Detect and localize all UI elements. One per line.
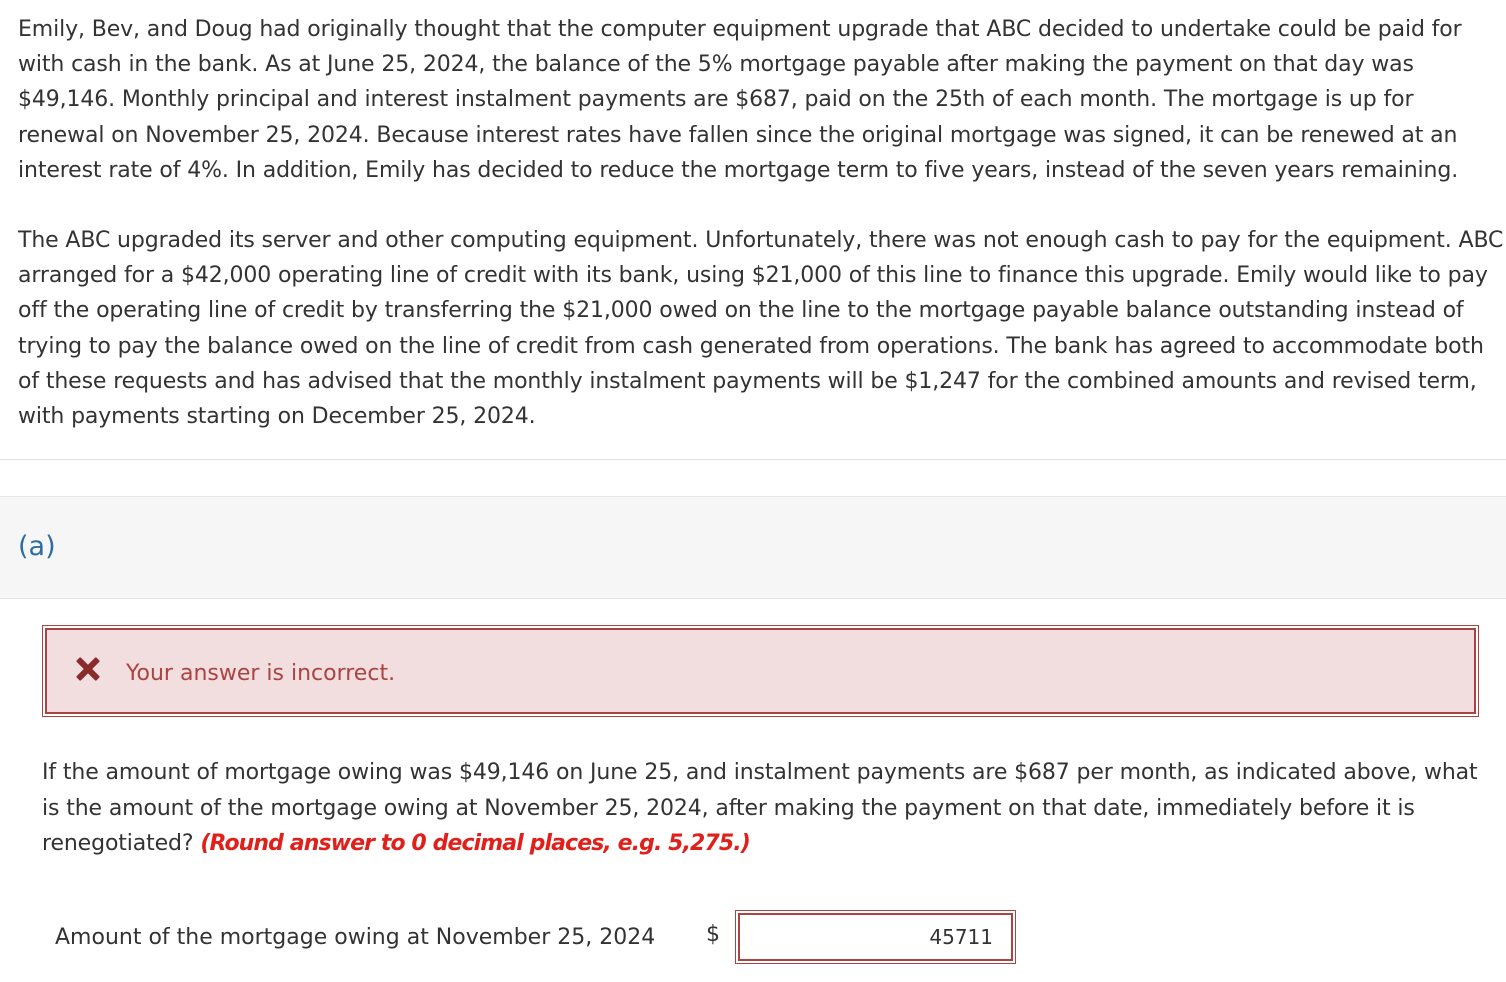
currency-symbol: $ [706, 922, 720, 947]
answer-label: Amount of the mortgage owing at November 25, 2024 [55, 925, 656, 950]
answer-field-frame [735, 910, 1016, 964]
x-icon [75, 656, 101, 682]
feedback-message: Your answer is incorrect. [126, 661, 396, 686]
intro-paragraph-1: Emily, Bev, and Doug had originally thought that the computer equipment upgrade that ABC decided to undertake could be paid for with cash in the bank. As at June 25, 2024, the balance of the 5% mortgage payable after making the payment on that day was $49,146. Monthly principal and interest instalment payments are $687, paid on the 25th of each month. The mortgage is up for renewal on November 25, 2024. Because interest rates have fallen since the original mortgage was signed, it can be renewed at an interest rate of 4%. In addition, Emily has decided to reduce the mortgage term to five years, instead of the seven years remaining. [18, 17, 1462, 183]
intro-paragraph-2: The ABC upgraded its server and other computing equipment. Unfortunately, there was not enough cash to pay for the equipment. ABC arranged for a $42,000 operating line of credit with its bank, using $21,000 of this line to finance this upgrade. Emily would like to pay off the operating line of credit by transferring the $21,000 owed on the line to the mortgage payable balance outstanding instead of trying to pay the balance owed on the line of credit from cash generated from operations. The bank has agreed to accommodate both of these requests and has advised that the monthly instalment payments will be $1,247 for the combined amounts and revised term, with payments starting on December 25, 2024. [18, 228, 1504, 430]
feedback-banner-inner [45, 628, 1476, 714]
section-divider [0, 459, 1506, 460]
part-header [0, 496, 1506, 599]
question-body: If the amount of mortgage owing was $49,146 on June 25, and instalment payments are $687 per month, as indicated above, what is the amount of the mortgage owing at November 25, 2024, after making the payment on that date, immediately before it is renegotiated? [42, 760, 1478, 856]
answer-input[interactable] [738, 913, 1013, 961]
question-text [42, 755, 1492, 862]
feedback-banner [42, 625, 1479, 717]
rounding-hint: (Round answer to 0 decimal places, e.g. 5,275.) [200, 831, 750, 856]
problem-description [18, 12, 1506, 434]
part-label: (a) [18, 531, 56, 562]
